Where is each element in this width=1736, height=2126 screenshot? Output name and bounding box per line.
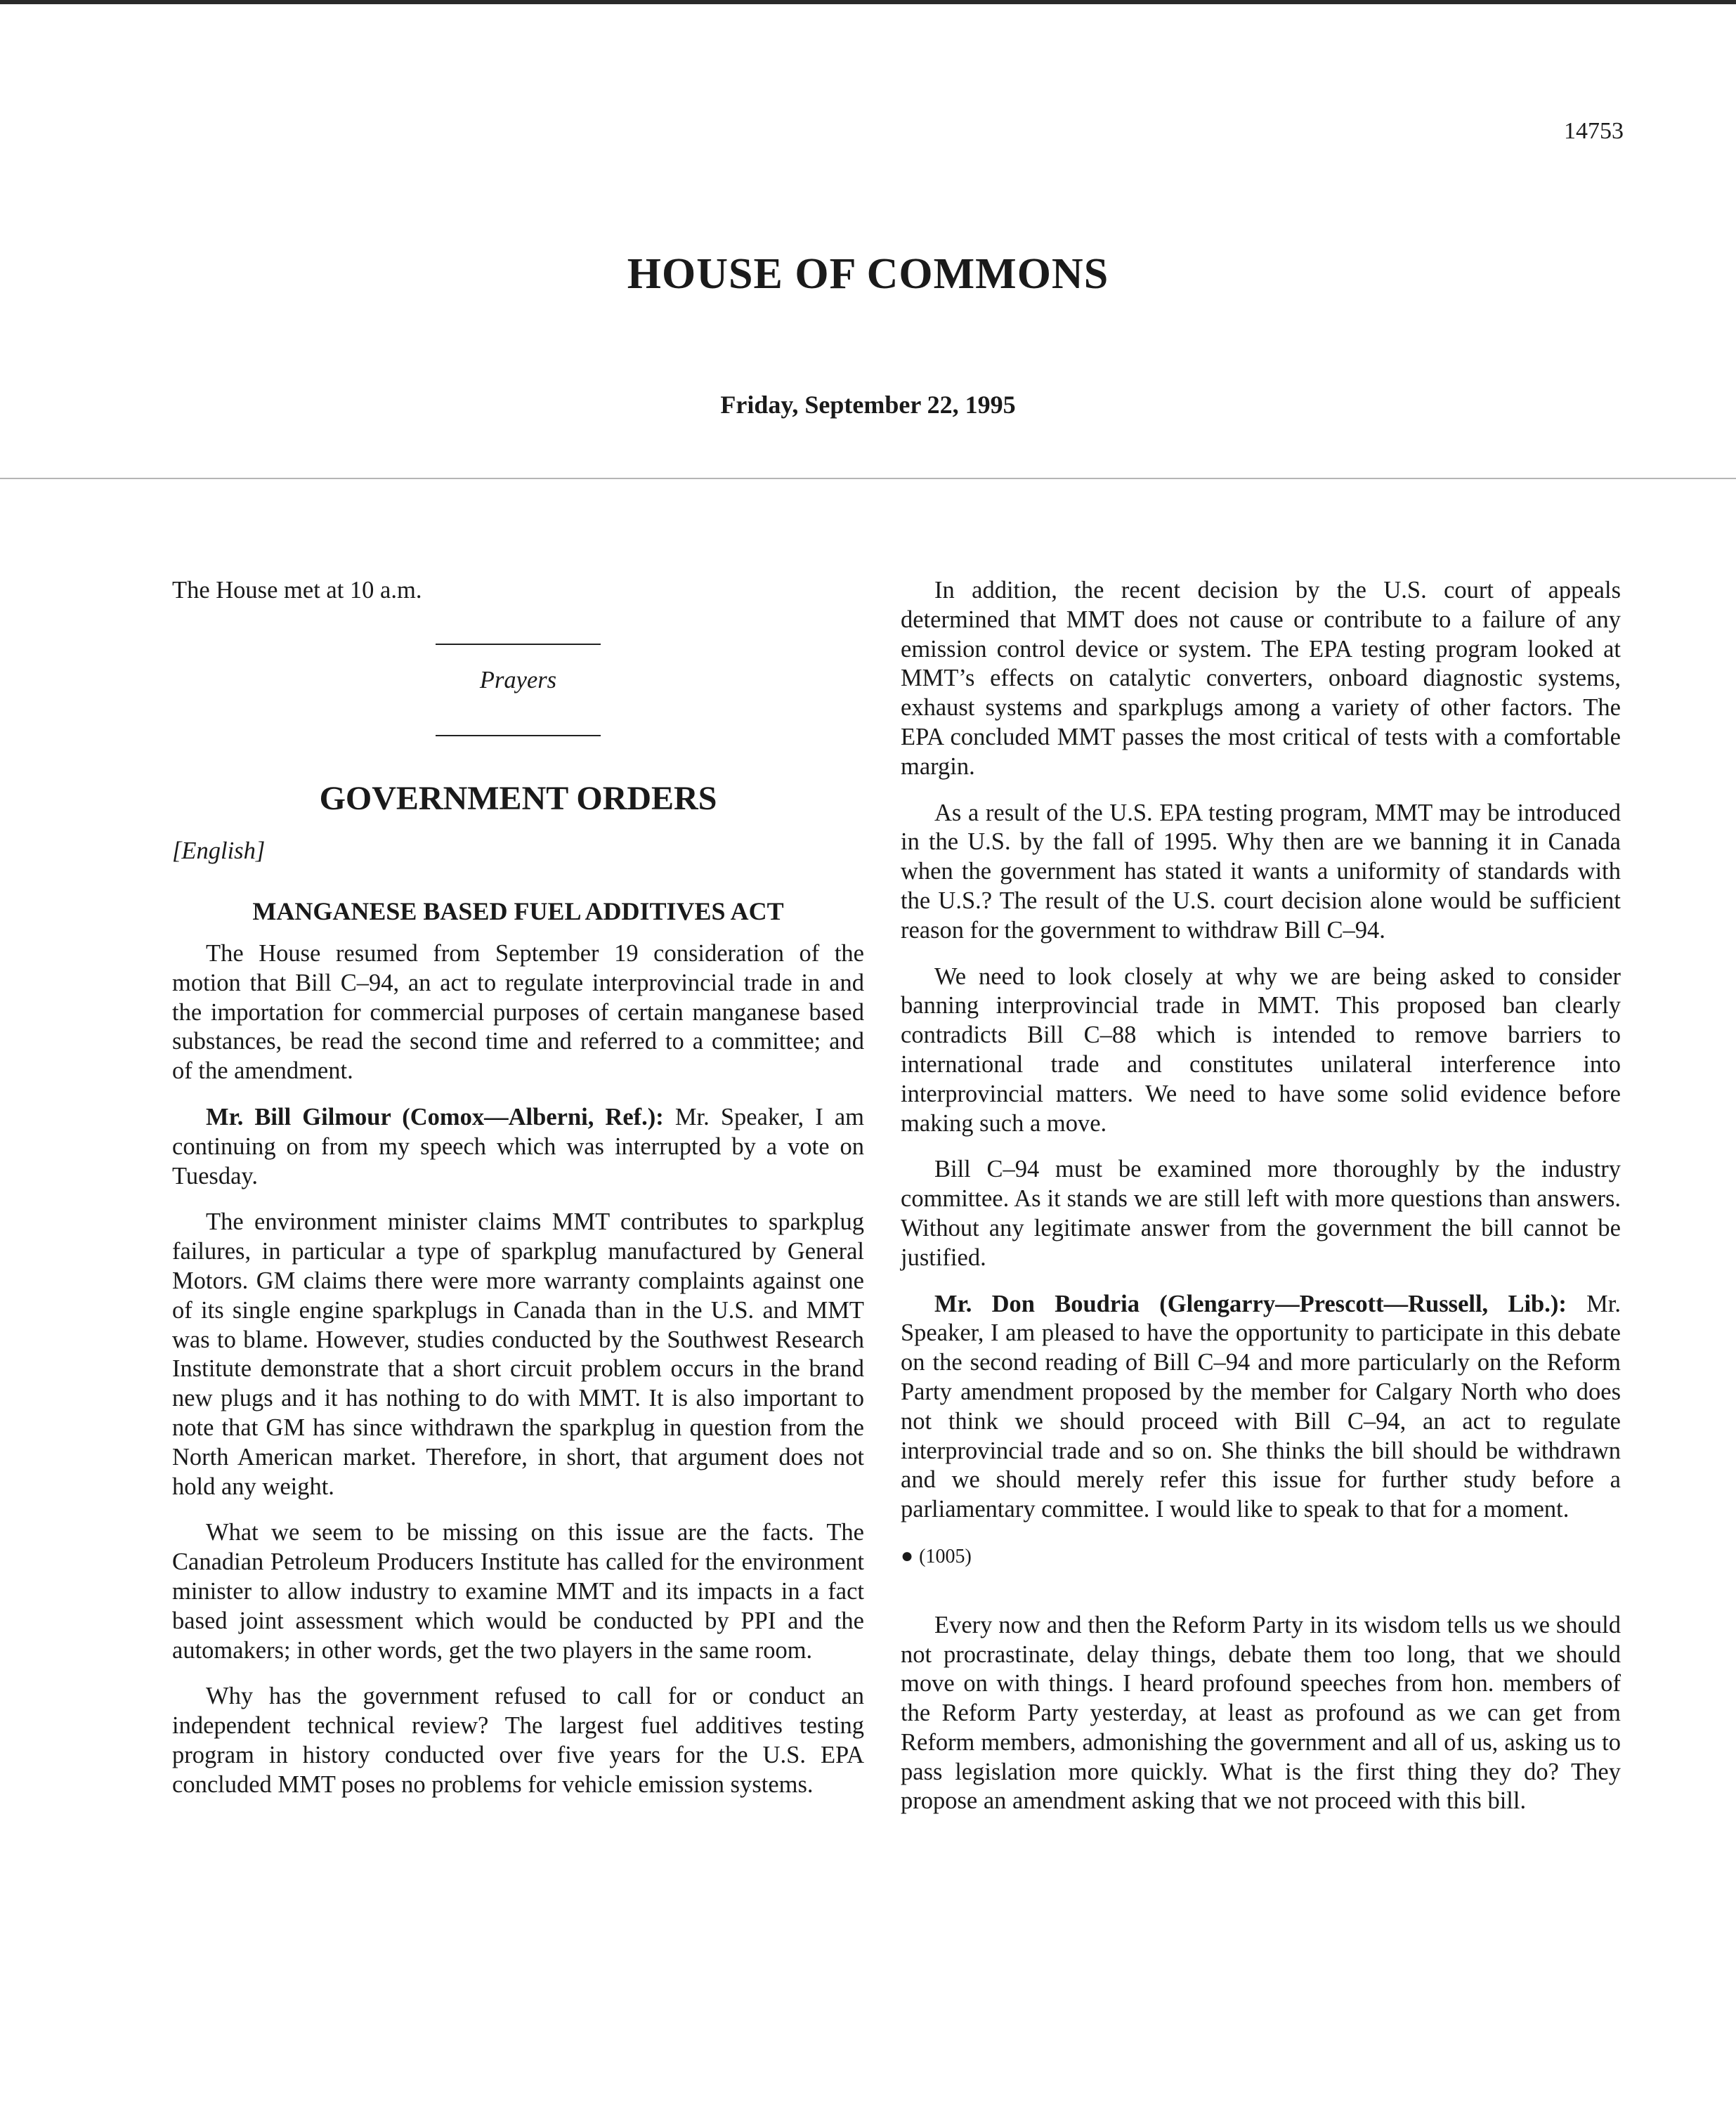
divider-rule [436, 735, 601, 736]
section-heading: GOVERNMENT ORDERS [319, 779, 717, 817]
paragraph: As a result of the U.S. EPA testing program, MMT may be introduced in the U.S. by the fall of 1995. Why then are we banning it in Canada when the government has stated it wants a uniformity of standards with the U.S.? The result of the U.S. court decision alone would be sufficient reason for the government to withdraw Bill C–94. [901, 799, 1621, 944]
paragraph: Why has the government refused to call for or conduct an independent technical review? The largest fuel additives testing program in history conducted over five years for the U.S. EPA concluded MMT poses no problems for vehicle emission systems. [172, 1683, 864, 1798]
right-column [901, 576, 1621, 1833]
language-tag: [English] [172, 837, 266, 865]
speech-paragraph [172, 1103, 864, 1191]
sitting-date: Friday, September 22, 1995 [720, 391, 1016, 419]
bill-heading: MANGANESE BASED FUEL ADDITIVES ACT [252, 897, 784, 926]
paragraph: What we seem to be missing on this issue are the facts. The Canadian Petroleum Producers Institute has called for the environment minister to allow industry to examine MMT and its impacts in a fact based joint assessment which would be conducted by PPI and the automakers; in other words, get the two players in the same room. [172, 1519, 864, 1664]
speech-text: Mr. Speaker, I am continuing on from my speech which was interrupted by a vote on Tuesday. [172, 1103, 864, 1189]
opening-line: The House met at 10 a.m. [172, 577, 422, 604]
paragraph: We need to look closely at why we are being asked to consider banning interprovincial trade in MMT. This proposed ban clearly contradicts Bill C–88 which is intended to remove barriers to international trade and constitutes unilateral interference into interprovincial matters. We need to have some solid evidence before making such a move. [901, 963, 1621, 1137]
header-divider [0, 478, 1736, 479]
bullet-icon: ● [901, 1544, 914, 1567]
paragraph: The House resumed from September 19 consideration of the motion that Bill C–94, an act to regulate interprovincial trade in and the importation for commercial purposes of certain manganese based substances, be read the second time and referred to a committee; and of the amendment. [172, 939, 864, 1085]
paragraph: Bill C–94 must be examined more thoroughly by the industry committee. As it stands we are still left with more questions than answers. Without any legitimate answer from the government the bill cannot be justified. [901, 1156, 1621, 1271]
paragraph: The environment minister claims MMT contributes to sparkplug failures, in particular a type of sparkplug manufactured by General Motors. GM claims there were more warranty complaints against one of its single engine sparkplugs in Canada than in the U.S. and MMT was to blame. However, studies conducted by the Southwest Research Institute demonstrate that a short circuit problem occurs in the brand new plugs and it has nothing to do with MMT. It is also important to note that GM has since withdrawn the sparkplug in question from the North American market. Therefore, in short, that argument does not hold any weight. [172, 1208, 864, 1500]
time-stamp [901, 1541, 1621, 1572]
page-title: HOUSE OF COMMONS [627, 250, 1109, 298]
left-column [172, 576, 864, 1817]
speech-text: Mr. Speaker, I am pleased to have the opportunity to participate in this debate on the second reading of Bill C–94 and more particularly on the Reform Party amendment proposed by the member for Calgary North who does not think we should proceed with Bill C–94, an act to regulate interprovincial trade and so on. She thinks the bill should be withdrawn and we should merely refer this issue for further study before a parliamentary committee. I would like to speak to that for a moment. [901, 1290, 1621, 1523]
paragraph: In addition, the recent decision by the U.S. court of appeals determined that MMT does not cause or contribute to a failure of any emission control device or system. The EPA testing program looked at MMT’s effects on catalytic converters, onboard diagnostic systems, exhaust systems and sparkplugs among a variety of other factors. The EPA concluded MMT passes the most critical of tests with a comfortable margin. [901, 577, 1621, 780]
speech-paragraph [901, 1290, 1621, 1525]
divider-rule [436, 644, 601, 645]
speaker-name: Mr. Bill Gilmour (Comox—Alberni, Ref.): [206, 1103, 664, 1130]
prayers-heading: Prayers [479, 666, 557, 693]
speaker-name: Mr. Don Boudria (Glengarry—Prescott—Russell, Lib.): [934, 1290, 1567, 1317]
top-edge-rule [0, 0, 1736, 4]
time-stamp-text: (1005) [919, 1545, 972, 1567]
paragraph: Every now and then the Reform Party in its wisdom tells us we should not procrastinate, delay things, debate them too long, that we should move on with things. I heard profound speeches from hon. members of the Reform Party yesterday, at least as profound as we can get from Reform members, admonishing the government and all of us, asking us to pass legislation more quickly. What is the first thing they do? They propose an amendment asking that we not proceed with this bill. [901, 1611, 1621, 1815]
page-number: 14753 [1564, 118, 1624, 144]
